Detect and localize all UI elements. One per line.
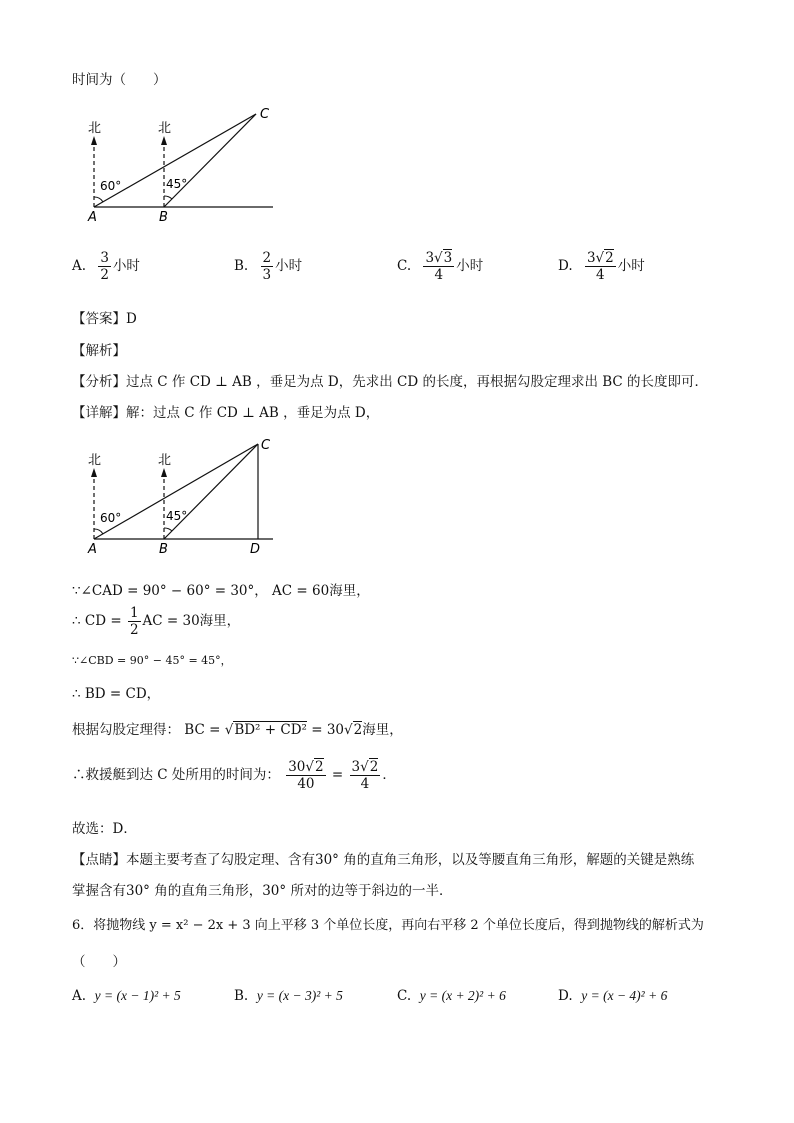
north-label-b: 北 (158, 121, 172, 136)
point-c-2: C (261, 438, 271, 453)
north-label-b2: 北 (158, 453, 172, 468)
q5-option-b[interactable]: B. $\frac{2}{3}$ 小时 (234, 250, 303, 283)
point-d-2: D (250, 542, 261, 557)
figure-2 (80, 432, 290, 562)
point-a-2: A (88, 542, 97, 557)
q6-option-b[interactable]: B. y = (x − 3)² + 5 (234, 988, 343, 1004)
step-3: ∵∠CBD = 90° − 45° = 45°， (72, 654, 232, 667)
step-5: 根据勾股定理得： BC = √BD² + CD² = 30√2海里， (72, 722, 403, 738)
choose-line: 故选：D． (72, 821, 137, 837)
north-label-a2: 北 (88, 453, 102, 468)
angle-45-label: 45° (166, 177, 188, 191)
north-label-a: 北 (88, 121, 102, 136)
step-1: ∵∠CAD = 90° − 60° = 30°， AC = 60海里， (72, 583, 370, 599)
step-4: ∴ BD = CD， (72, 686, 161, 702)
analysis-tag: 【解析】 (72, 343, 126, 359)
step-2: ∴ CD = $\frac{1}{2}$ AC = 30海里， (72, 605, 241, 638)
q5-option-d[interactable]: D. $\frac{3√2}{4}$ 小时 (558, 250, 645, 283)
point-b-2: B (159, 542, 168, 557)
angle-60-label-2: 60° (100, 511, 122, 525)
q6-option-d[interactable]: D. y = (x − 4)² + 6 (558, 988, 668, 1004)
q6-option-a[interactable]: A. y = (x − 1)² + 5 (72, 988, 181, 1004)
dianjing-line-1: 【点睛】本题主要考查了勾股定理、含有30° 角的直角三角形，以及等腰直角三角形，解题的关键是熟练 (72, 852, 695, 868)
xiangjie-line: 【详解】解：过点 C 作 CD ⊥ AB ，垂足为点 D， (72, 405, 380, 421)
fenxi-line: 【分析】过点 C 作 CD ⊥ AB ，垂足为点 D，先求出 CD 的长度，再根据勾股定理求出 BC 的长度即可． (72, 374, 709, 390)
q6-option-c[interactable]: C. y = (x + 2)² + 6 (397, 988, 506, 1004)
q5-stem-tail: 时间为（ ） (72, 72, 167, 88)
point-c: C (260, 107, 270, 122)
q6-stem-1: 6．将抛物线 y = x² − 2x + 3 向上平移 3 个单位长度，再向右平移 2 个单位长度后，得到抛物线的解析式为 (72, 918, 704, 933)
step-6: ∴救援艇到达 C 处所用的时间为： $\frac{30√2}{40}$ = $\frac{3√2}{4}$ ． (72, 759, 396, 792)
q5-option-c[interactable]: C. $\frac{3√3}{4}$ 小时 (397, 250, 484, 283)
angle-45-label-2: 45° (166, 509, 188, 523)
dianjing-line-2: 掌握含有30° 角的直角三角形，30° 所对的边等于斜边的一半． (72, 883, 453, 899)
point-b: B (159, 210, 168, 225)
q5-option-a[interactable]: A. $\frac{3}{2}$ 小时 (72, 250, 140, 283)
figure-1 (80, 100, 290, 230)
q6-stem-2: （ ） (72, 954, 126, 970)
answer-line: 【答案】D (72, 311, 137, 327)
angle-60-label: 60° (100, 179, 122, 193)
point-a: A (88, 210, 97, 225)
